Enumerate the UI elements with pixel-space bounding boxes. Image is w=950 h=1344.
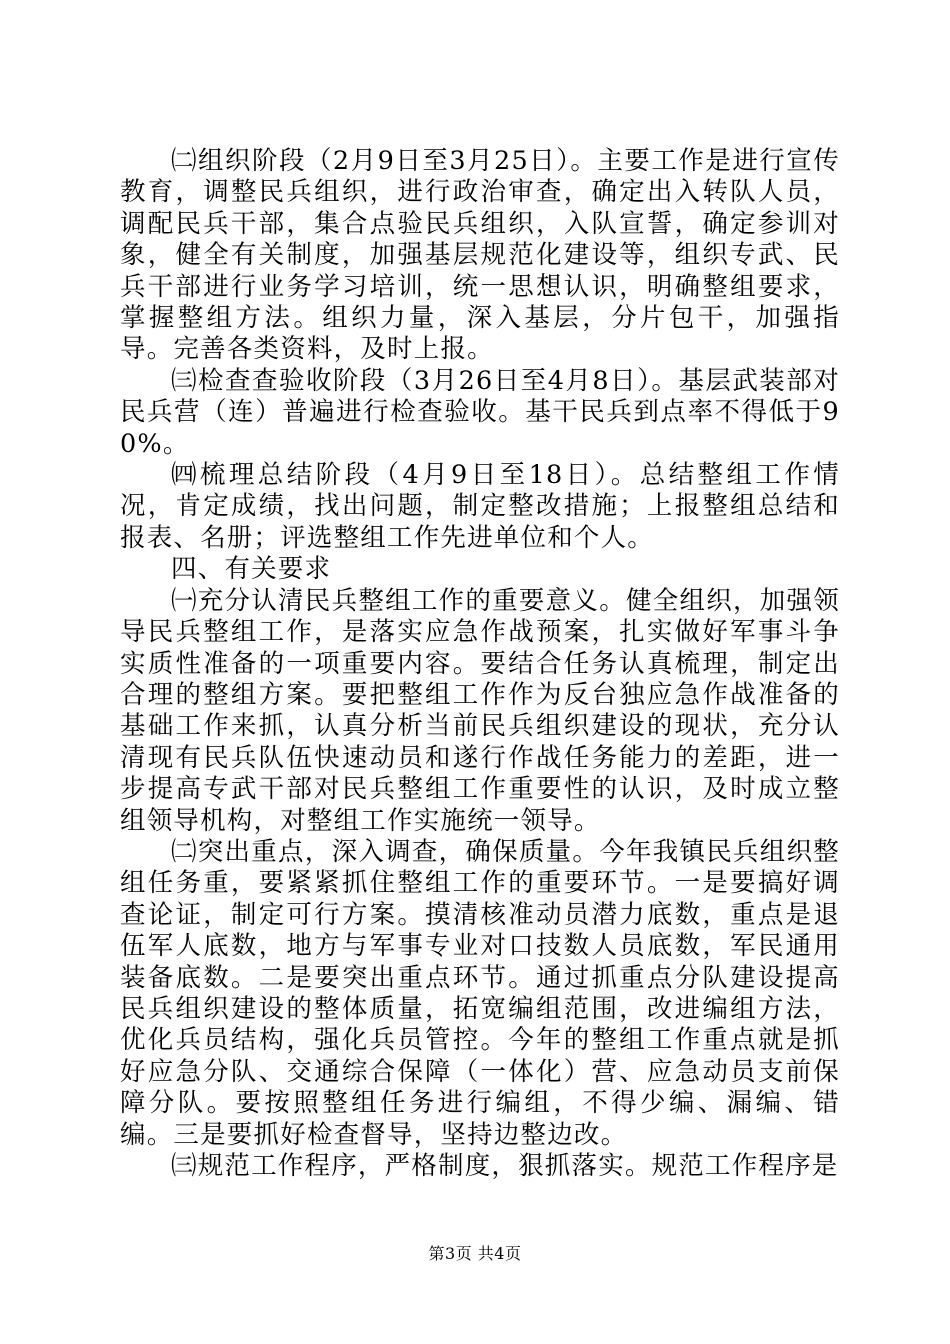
paragraph-requirement-3: ㈢规范工作程序，严格制度，狠抓落实。规范工作程序是 (171, 1151, 839, 1181)
paragraph-requirement-1: ㈠充分认清民兵整组工作的重要意义。健全组织，加强领导民兵整组工作，是落实应急作战预案，扎实做好军事斗争实质性准备的一项重要内容。要结合任务认真梳理，制定出合理的整组方案。要把整组工作作为反台独应急作战准备的基础工作来抓，认真分析当前民兵组织建设的现状，充分认清现有民兵队伍快速动员和遂行作战任务能力的差距，进一步提高专武干部对民兵整组工作重要性的认识，及时成立整组领导机构，对整组工作实施统一领导。 (120, 585, 840, 836)
paragraph-summary-phase: ㈣梳理总结阶段（4月9日至18日）。总结整组工作情况，肯定成绩，找出问题，制定整改措施；上报整组总结和报表、名册；评选整组工作先进单位和个人。 (120, 460, 840, 553)
paragraph-requirement-2: ㈡突出重点，深入调查，确保质量。今年我镇民兵组织整组任务重，要紧紧抓住整组工作的重要环节。一是要搞好调查论证，制定可行方案。摸清核准动员潜力底数，重点是退伍军人底数，地方与军事专业对口技数人员底数，军民通用装备底数。二是要突出重点环节。通过抓重点分队建设提高民兵组织建设的整体质量，拓宽编组范围，改进编组方法，优化兵员结构，强化兵员管控。今年的整组工作重点就是抓好应急分队、交通综合保障（一体化）营、应急动员支前保障分队。要按照整组任务进行编组，不得少编、漏编、错编。三是要抓好检查督导，坚持边整边改。 (120, 836, 840, 1150)
page-number: 第3页 共4页 (428, 1244, 522, 1263)
document-body (120, 146, 840, 1182)
paragraph-organize-phase: ㈡组织阶段（2月9日至3月25日）。主要工作是进行宣传教育，调整民兵组织，进行政治审查，确定出入转队人员，调配民兵干部，集合点验民兵组织，入队宣誓，确定参训对象，健全有关制度，加强基层规范化建设等，组织专武、民兵干部进行业务学习培训，统一思想认识，明确整组要求，掌握整组方法。组织力量，深入基层，分片包干，加强指导。完善各类资料，及时上报。 (120, 146, 840, 365)
page-footer (0, 1244, 950, 1264)
section-heading-requirements: 四、有关要求 (171, 554, 332, 585)
paragraph-inspection-phase: ㈢检查查验收阶段（3月26日至4月8日）。基层武装部对民兵营（连）普遍进行检查验收。基干民兵到点率不得低于90%。 (120, 365, 840, 459)
